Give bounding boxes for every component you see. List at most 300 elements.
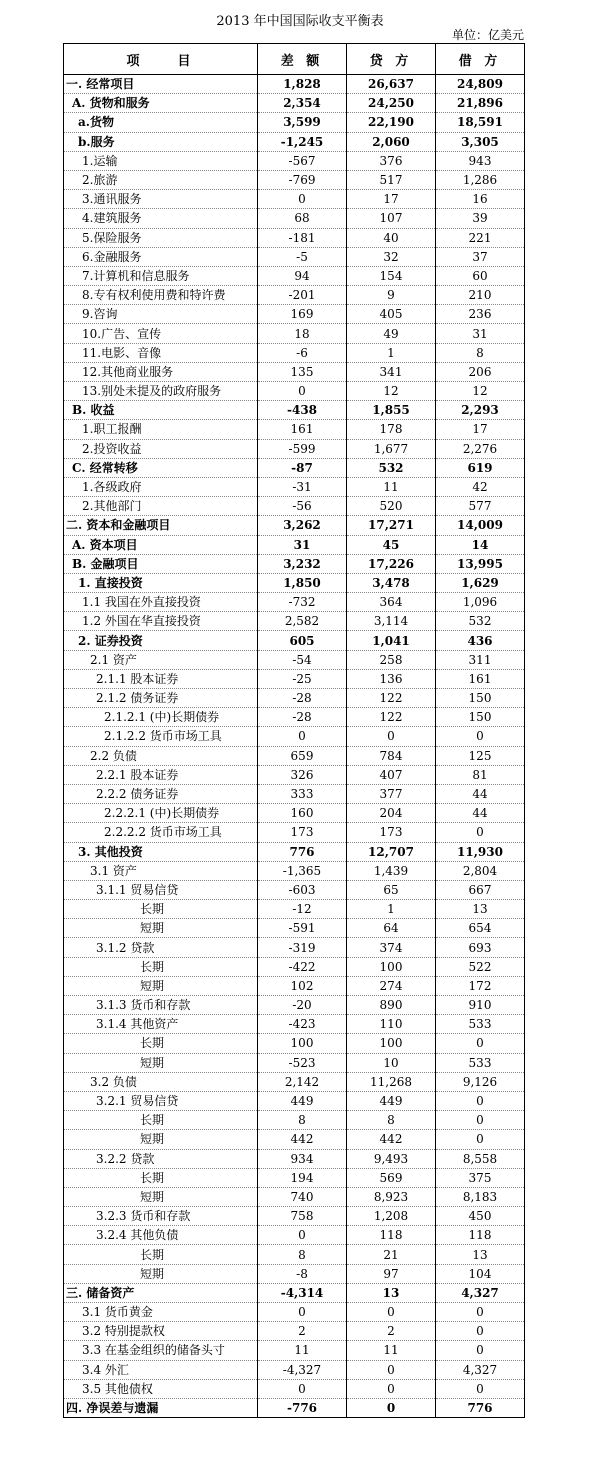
row-credit: 520 xyxy=(347,497,436,516)
row-debit: 17 xyxy=(436,420,525,439)
row-difference: 160 xyxy=(258,804,347,823)
row-debit: 12 xyxy=(436,382,525,401)
table-row xyxy=(64,497,525,516)
row-difference: 740 xyxy=(258,1187,347,1206)
row-debit: 16 xyxy=(436,190,525,209)
row-debit: 1,286 xyxy=(436,170,525,189)
row-label: 四. 净误差与遗漏 xyxy=(64,1398,258,1417)
row-label: 2.1 资产 xyxy=(64,650,258,669)
table-row xyxy=(64,957,525,976)
row-credit: 517 xyxy=(347,170,436,189)
table-row xyxy=(64,228,525,247)
table-row xyxy=(64,516,525,535)
row-credit: 1,041 xyxy=(347,631,436,650)
row-label: A. 货物和服务 xyxy=(64,94,258,113)
row-credit: 377 xyxy=(347,784,436,803)
header-debit: 借 方 xyxy=(436,44,525,75)
row-difference: -20 xyxy=(258,996,347,1015)
row-label: 4.建筑服务 xyxy=(64,209,258,228)
row-debit: 21,896 xyxy=(436,94,525,113)
table-row xyxy=(64,305,525,324)
header-row xyxy=(64,44,525,75)
row-debit: 4,327 xyxy=(436,1360,525,1379)
row-label: 10.广告、宣传 xyxy=(64,324,258,343)
row-label: 9.咨询 xyxy=(64,305,258,324)
row-credit: 11 xyxy=(347,477,436,496)
row-debit: 13,995 xyxy=(436,554,525,573)
row-label: 3.通讯服务 xyxy=(64,190,258,209)
row-label: 长期 xyxy=(64,1111,258,1130)
table-row xyxy=(64,1187,525,1206)
table-row xyxy=(64,689,525,708)
row-label: 1.2 外国在华直接投资 xyxy=(64,612,258,631)
row-difference: -567 xyxy=(258,151,347,170)
row-label: 2. 证券投资 xyxy=(64,631,258,650)
table-row xyxy=(64,247,525,266)
table-row xyxy=(64,266,525,285)
row-label: 三. 储备资产 xyxy=(64,1283,258,1302)
row-credit: 3,114 xyxy=(347,612,436,631)
row-difference: -87 xyxy=(258,458,347,477)
row-credit: 376 xyxy=(347,151,436,170)
row-difference: 0 xyxy=(258,1303,347,1322)
row-label: 11.电影、音像 xyxy=(64,343,258,362)
row-credit: 26,637 xyxy=(347,75,436,94)
table-row xyxy=(64,458,525,477)
row-debit: 0 xyxy=(436,1322,525,1341)
row-label: a.货物 xyxy=(64,113,258,132)
row-label: 3.2 特别提款权 xyxy=(64,1322,258,1341)
table-row xyxy=(64,535,525,554)
row-label: 3.1.3 货币和存款 xyxy=(64,996,258,1015)
row-credit: 100 xyxy=(347,1034,436,1053)
row-difference: -28 xyxy=(258,708,347,727)
row-debit: 18,591 xyxy=(436,113,525,132)
row-credit: 442 xyxy=(347,1130,436,1149)
row-credit: 118 xyxy=(347,1226,436,1245)
row-credit: 204 xyxy=(347,804,436,823)
row-credit: 1,439 xyxy=(347,861,436,880)
row-debit: 2,276 xyxy=(436,439,525,458)
row-label: 2.1.2 债务证券 xyxy=(64,689,258,708)
row-difference: 2,354 xyxy=(258,94,347,113)
row-debit: 9,126 xyxy=(436,1072,525,1091)
row-difference: -181 xyxy=(258,228,347,247)
row-credit: 9 xyxy=(347,286,436,305)
row-credit: 45 xyxy=(347,535,436,554)
table-row xyxy=(64,746,525,765)
row-difference: -56 xyxy=(258,497,347,516)
row-debit: 125 xyxy=(436,746,525,765)
row-difference: 31 xyxy=(258,535,347,554)
row-debit: 8 xyxy=(436,343,525,362)
row-credit: 12 xyxy=(347,382,436,401)
row-debit: 450 xyxy=(436,1207,525,1226)
row-difference: 0 xyxy=(258,1379,347,1398)
row-difference: 3,262 xyxy=(258,516,347,535)
row-label: 长期 xyxy=(64,957,258,976)
row-difference: 758 xyxy=(258,1207,347,1226)
row-credit: 0 xyxy=(347,1303,436,1322)
table-row xyxy=(64,477,525,496)
row-debit: 522 xyxy=(436,957,525,976)
table-row xyxy=(64,190,525,209)
row-credit: 374 xyxy=(347,938,436,957)
row-difference: 934 xyxy=(258,1149,347,1168)
row-difference: 0 xyxy=(258,727,347,746)
row-credit: 532 xyxy=(347,458,436,477)
table-row xyxy=(64,708,525,727)
row-label: 8.专有权利使用费和特许费 xyxy=(64,286,258,305)
row-label: B. 金融项目 xyxy=(64,554,258,573)
row-credit: 9,493 xyxy=(347,1149,436,1168)
table-row xyxy=(64,1322,525,1341)
row-credit: 1,677 xyxy=(347,439,436,458)
row-credit: 2,060 xyxy=(347,132,436,151)
row-credit: 65 xyxy=(347,880,436,899)
row-credit: 0 xyxy=(347,727,436,746)
row-label: 短期 xyxy=(64,1187,258,1206)
row-debit: 221 xyxy=(436,228,525,247)
table-row xyxy=(64,1264,525,1283)
row-label: 1.1 我国在外直接投资 xyxy=(64,593,258,612)
row-label: 3.2.3 货币和存款 xyxy=(64,1207,258,1226)
row-credit: 22,190 xyxy=(347,113,436,132)
table-row xyxy=(64,75,525,94)
table-row xyxy=(64,1379,525,1398)
row-credit: 97 xyxy=(347,1264,436,1283)
row-label: B. 收益 xyxy=(64,401,258,420)
row-difference: -28 xyxy=(258,689,347,708)
row-difference: 94 xyxy=(258,266,347,285)
row-credit: 122 xyxy=(347,689,436,708)
header-item: 项 目 xyxy=(64,44,258,75)
row-label: 2.2.1 股本证券 xyxy=(64,765,258,784)
row-label: 2.2.2.2 货币市场工具 xyxy=(64,823,258,842)
row-debit: 375 xyxy=(436,1168,525,1187)
row-label: 2.1.1 股本证券 xyxy=(64,669,258,688)
table-row xyxy=(64,765,525,784)
row-label: 3.2.2 贷款 xyxy=(64,1149,258,1168)
row-debit: 4,327 xyxy=(436,1283,525,1302)
row-label: 长期 xyxy=(64,900,258,919)
row-credit: 10 xyxy=(347,1053,436,1072)
table-body xyxy=(64,75,525,1418)
table-row xyxy=(64,439,525,458)
row-debit: 60 xyxy=(436,266,525,285)
table-row xyxy=(64,113,525,132)
row-debit: 37 xyxy=(436,247,525,266)
table-row xyxy=(64,151,525,170)
table-row xyxy=(64,1072,525,1091)
row-credit: 21 xyxy=(347,1245,436,1264)
row-difference: 68 xyxy=(258,209,347,228)
row-difference: -1,245 xyxy=(258,132,347,151)
row-credit: 1,208 xyxy=(347,1207,436,1226)
row-difference: 605 xyxy=(258,631,347,650)
row-difference: 1,850 xyxy=(258,573,347,592)
table-row xyxy=(64,1130,525,1149)
row-difference: -201 xyxy=(258,286,347,305)
row-credit: 405 xyxy=(347,305,436,324)
row-credit: 0 xyxy=(347,1398,436,1417)
table-row xyxy=(64,650,525,669)
table-row xyxy=(64,1283,525,1302)
table-row xyxy=(64,669,525,688)
row-credit: 3,478 xyxy=(347,573,436,592)
row-label: 2.2.2.1 (中)长期债券 xyxy=(64,804,258,823)
table-row xyxy=(64,880,525,899)
row-difference: 11 xyxy=(258,1341,347,1360)
table-row xyxy=(64,1303,525,1322)
row-difference: -423 xyxy=(258,1015,347,1034)
row-label: 1.职工报酬 xyxy=(64,420,258,439)
row-debit: 577 xyxy=(436,497,525,516)
row-credit: 17 xyxy=(347,190,436,209)
row-credit: 258 xyxy=(347,650,436,669)
row-debit: 13 xyxy=(436,900,525,919)
row-difference: -25 xyxy=(258,669,347,688)
row-credit: 40 xyxy=(347,228,436,247)
table-row xyxy=(64,996,525,1015)
row-label: 长期 xyxy=(64,1245,258,1264)
row-debit: 693 xyxy=(436,938,525,957)
table-row xyxy=(64,382,525,401)
row-debit: 532 xyxy=(436,612,525,631)
row-credit: 1,855 xyxy=(347,401,436,420)
row-debit: 0 xyxy=(436,1034,525,1053)
row-label: 短期 xyxy=(64,1053,258,1072)
row-credit: 8,923 xyxy=(347,1187,436,1206)
table-row xyxy=(64,343,525,362)
row-debit: 2,804 xyxy=(436,861,525,880)
row-debit: 206 xyxy=(436,362,525,381)
row-debit: 104 xyxy=(436,1264,525,1283)
row-credit: 274 xyxy=(347,976,436,995)
row-credit: 178 xyxy=(347,420,436,439)
table-row xyxy=(64,900,525,919)
row-difference: 100 xyxy=(258,1034,347,1053)
row-debit: 42 xyxy=(436,477,525,496)
header-difference: 差 额 xyxy=(258,44,347,75)
row-credit: 17,226 xyxy=(347,554,436,573)
row-difference: 194 xyxy=(258,1168,347,1187)
row-difference: 2,142 xyxy=(258,1072,347,1091)
row-difference: -5 xyxy=(258,247,347,266)
row-difference: -12 xyxy=(258,900,347,919)
row-debit: 533 xyxy=(436,1015,525,1034)
row-label: 3.2 负债 xyxy=(64,1072,258,1091)
row-credit: 136 xyxy=(347,669,436,688)
row-label: 3.1 货币黄金 xyxy=(64,1303,258,1322)
row-debit: 0 xyxy=(436,823,525,842)
unit-label: 单位：亿美元 xyxy=(451,28,524,42)
table-row xyxy=(64,573,525,592)
row-debit: 8,558 xyxy=(436,1149,525,1168)
row-label: 3. 其他投资 xyxy=(64,842,258,861)
row-label: 3.1 资产 xyxy=(64,861,258,880)
row-debit: 118 xyxy=(436,1226,525,1245)
row-debit: 0 xyxy=(436,1111,525,1130)
row-label: 3.2.1 贸易信贷 xyxy=(64,1091,258,1110)
table-row xyxy=(64,1226,525,1245)
row-label: 12.其他商业服务 xyxy=(64,362,258,381)
row-debit: 1,629 xyxy=(436,573,525,592)
row-label: A. 资本项目 xyxy=(64,535,258,554)
row-debit: 24,809 xyxy=(436,75,525,94)
row-debit: 943 xyxy=(436,151,525,170)
table-row xyxy=(64,1360,525,1379)
row-debit: 14,009 xyxy=(436,516,525,535)
row-credit: 13 xyxy=(347,1283,436,1302)
table-row xyxy=(64,1207,525,1226)
row-label: 7.计算机和信息服务 xyxy=(64,266,258,285)
row-label: 2.其他部门 xyxy=(64,497,258,516)
row-label: 1.各级政府 xyxy=(64,477,258,496)
table-row xyxy=(64,132,525,151)
row-difference: 449 xyxy=(258,1091,347,1110)
row-credit: 24,250 xyxy=(347,94,436,113)
row-credit: 100 xyxy=(347,957,436,976)
row-difference: 2 xyxy=(258,1322,347,1341)
row-difference: 659 xyxy=(258,746,347,765)
row-credit: 122 xyxy=(347,708,436,727)
row-label: 13.别处未提及的政府服务 xyxy=(64,382,258,401)
row-label: C. 经常转移 xyxy=(64,458,258,477)
table-row xyxy=(64,823,525,842)
row-credit: 569 xyxy=(347,1168,436,1187)
row-credit: 11,268 xyxy=(347,1072,436,1091)
row-credit: 341 xyxy=(347,362,436,381)
row-difference: 102 xyxy=(258,976,347,995)
row-debit: 0 xyxy=(436,1091,525,1110)
row-difference: -4,314 xyxy=(258,1283,347,1302)
table-row xyxy=(64,1149,525,1168)
balance-of-payments-table xyxy=(63,43,525,1418)
row-debit: 14 xyxy=(436,535,525,554)
row-difference: 161 xyxy=(258,420,347,439)
row-difference: 8 xyxy=(258,1111,347,1130)
row-debit: 236 xyxy=(436,305,525,324)
row-debit: 13 xyxy=(436,1245,525,1264)
row-debit: 667 xyxy=(436,880,525,899)
row-label: 2.2.2 债务证券 xyxy=(64,784,258,803)
row-debit: 654 xyxy=(436,919,525,938)
row-credit: 1 xyxy=(347,343,436,362)
row-credit: 173 xyxy=(347,823,436,842)
row-difference: 333 xyxy=(258,784,347,803)
row-credit: 64 xyxy=(347,919,436,938)
table-row xyxy=(64,727,525,746)
table-row xyxy=(64,919,525,938)
row-difference: -4,327 xyxy=(258,1360,347,1379)
row-debit: 2,293 xyxy=(436,401,525,420)
table-row xyxy=(64,631,525,650)
table-row xyxy=(64,1053,525,1072)
header-credit: 贷 方 xyxy=(347,44,436,75)
row-difference: -438 xyxy=(258,401,347,420)
table-row xyxy=(64,1245,525,1264)
table-row xyxy=(64,170,525,189)
row-credit: 0 xyxy=(347,1379,436,1398)
row-label: 2.1.2.1 (中)长期债券 xyxy=(64,708,258,727)
row-debit: 44 xyxy=(436,804,525,823)
table-row xyxy=(64,976,525,995)
table-row xyxy=(64,938,525,957)
row-difference: 173 xyxy=(258,823,347,842)
row-debit: 150 xyxy=(436,708,525,727)
row-label: 3.1.4 其他资产 xyxy=(64,1015,258,1034)
row-difference: -6 xyxy=(258,343,347,362)
row-difference: 776 xyxy=(258,842,347,861)
row-label: 2.2 负债 xyxy=(64,746,258,765)
row-credit: 407 xyxy=(347,765,436,784)
row-debit: 0 xyxy=(436,1341,525,1360)
row-difference: 0 xyxy=(258,382,347,401)
row-label: 长期 xyxy=(64,1168,258,1187)
row-label: 1. 直接投资 xyxy=(64,573,258,592)
row-credit: 364 xyxy=(347,593,436,612)
row-label: 6.金融服务 xyxy=(64,247,258,266)
row-debit: 31 xyxy=(436,324,525,343)
row-debit: 0 xyxy=(436,1130,525,1149)
row-credit: 49 xyxy=(347,324,436,343)
row-difference: -1,365 xyxy=(258,861,347,880)
row-difference: 169 xyxy=(258,305,347,324)
row-label: 短期 xyxy=(64,976,258,995)
table-row xyxy=(64,1398,525,1417)
table-row xyxy=(64,842,525,861)
row-debit: 311 xyxy=(436,650,525,669)
row-difference: -8 xyxy=(258,1264,347,1283)
table-row xyxy=(64,861,525,880)
row-label: 一. 经常项目 xyxy=(64,75,258,94)
row-debit: 436 xyxy=(436,631,525,650)
row-difference: 0 xyxy=(258,190,347,209)
row-difference: -523 xyxy=(258,1053,347,1072)
row-debit: 39 xyxy=(436,209,525,228)
row-label: 3.1.2 贷款 xyxy=(64,938,258,957)
row-difference: -319 xyxy=(258,938,347,957)
row-label: 3.2.4 其他负债 xyxy=(64,1226,258,1245)
row-label: 5.保险服务 xyxy=(64,228,258,247)
row-label: 3.4 外汇 xyxy=(64,1360,258,1379)
row-credit: 784 xyxy=(347,746,436,765)
table-row xyxy=(64,784,525,803)
table-row xyxy=(64,324,525,343)
table-row xyxy=(64,554,525,573)
row-difference: -591 xyxy=(258,919,347,938)
row-debit: 910 xyxy=(436,996,525,1015)
row-label: 1.运输 xyxy=(64,151,258,170)
row-label: 2.投资收益 xyxy=(64,439,258,458)
row-credit: 110 xyxy=(347,1015,436,1034)
table-row xyxy=(64,401,525,420)
row-difference: 442 xyxy=(258,1130,347,1149)
row-debit: 619 xyxy=(436,458,525,477)
table-row xyxy=(64,362,525,381)
row-label: b.服务 xyxy=(64,132,258,151)
row-debit: 0 xyxy=(436,1379,525,1398)
row-debit: 3,305 xyxy=(436,132,525,151)
row-label: 2.旅游 xyxy=(64,170,258,189)
row-credit: 2 xyxy=(347,1322,436,1341)
row-label: 短期 xyxy=(64,1264,258,1283)
row-debit: 150 xyxy=(436,689,525,708)
table-row xyxy=(64,1168,525,1187)
row-label: 3.5 其他债权 xyxy=(64,1379,258,1398)
row-credit: 890 xyxy=(347,996,436,1015)
